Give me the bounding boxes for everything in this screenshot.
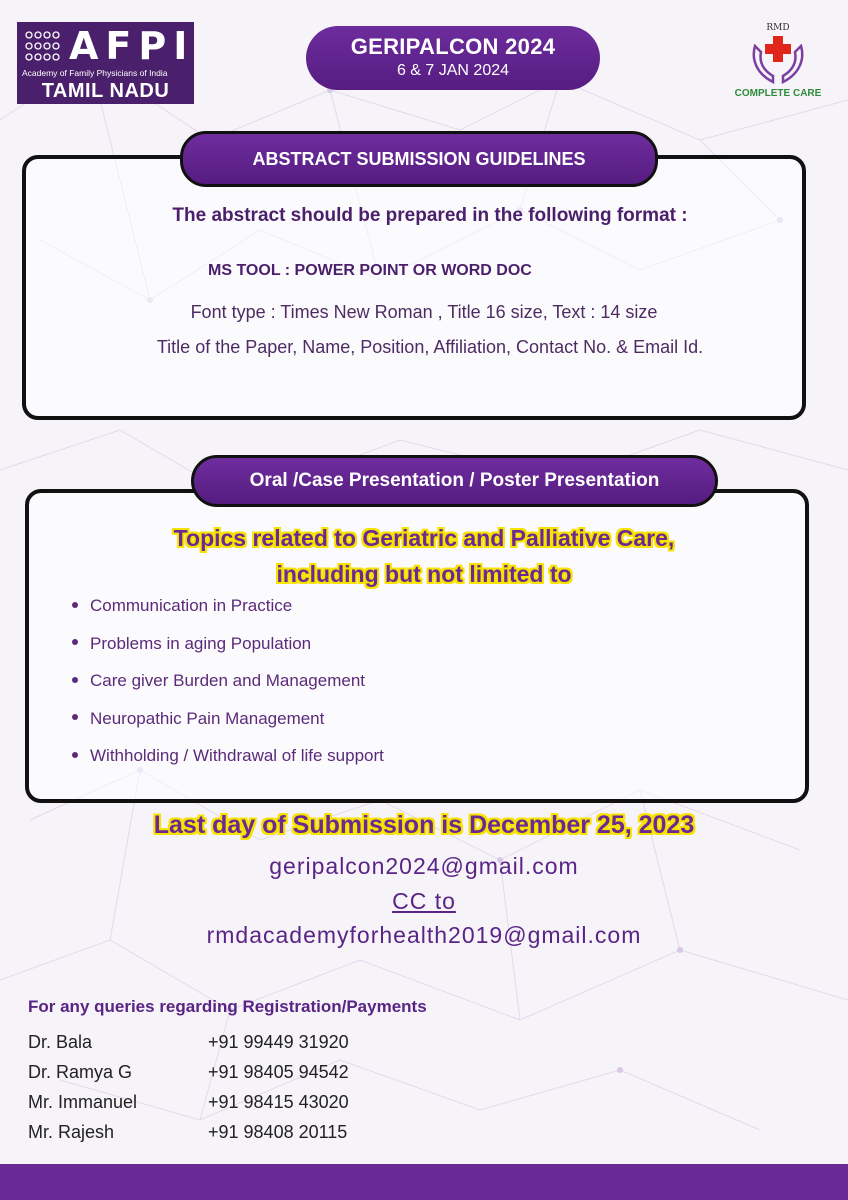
rmd-logo [725, 20, 831, 106]
submission-deadline: Last day of Submission is December 25, 2023 [153, 811, 695, 839]
topic-text: Care giver Burden and Management [90, 671, 365, 690]
abstract-intro: The abstract should be prepared in the following format : [172, 205, 688, 226]
submission-email[interactable]: geripalcon2024@gmail.com [269, 853, 579, 879]
queries-title: For any queries regarding Registration/Payments [28, 997, 427, 1016]
contact-name: Dr. Ramya G [28, 1062, 133, 1082]
required-fields: Title of the Paper, Name, Position, Affiliation, Contact No. & Email Id. [156, 337, 704, 357]
contact-phone[interactable]: +91 98405 94542 [208, 1062, 349, 1082]
cc-label: CC to [392, 888, 456, 914]
topics-heading-line2: including but not limited to [276, 561, 572, 587]
list-item [72, 740, 384, 778]
contact-name: Mr. Rajesh [28, 1122, 115, 1142]
list-item [72, 665, 384, 703]
rmd-label: RMD [766, 23, 790, 33]
topics-heading-line1: Topics related to Geriatric and Palliative Care, [173, 525, 675, 551]
event-dates: 6 & 7 JAN 2024 [396, 62, 510, 79]
bullet-icon [72, 714, 78, 720]
bullet-icon [72, 602, 78, 608]
afpi-logo [17, 22, 194, 104]
cross-hands-icon [743, 20, 813, 86]
list-item [72, 590, 384, 628]
topic-text: Withholding / Withdrawal of life support [90, 746, 384, 765]
bullet-icon [72, 752, 78, 758]
topic-list [72, 590, 384, 778]
topic-text: Communication in Practice [90, 596, 293, 615]
ms-tool-spec: MS TOOL : POWER POINT OR WORD DOC [208, 262, 532, 279]
contact-phone[interactable]: +91 99449 31920 [208, 1032, 349, 1052]
contact-name: Dr. Bala [28, 1032, 93, 1052]
bullet-icon [72, 677, 78, 683]
presentation-types-title: Oral /Case Presentation / Poster Presentation [191, 455, 718, 507]
contact-phone[interactable]: +91 98408 20115 [208, 1122, 348, 1142]
footer-bar [0, 1164, 848, 1200]
abstract-guidelines-box [22, 155, 806, 420]
topic-text: Neuropathic Pain Management [90, 708, 325, 728]
abstract-guidelines-title: ABSTRACT SUBMISSION GUIDELINES [180, 131, 658, 187]
topic-text: Problems in aging Population [90, 633, 312, 653]
event-name: GERIPALCON 2024 [350, 34, 556, 59]
event-badge [306, 26, 600, 90]
afpi-abbreviation: AFPI [69, 24, 195, 68]
cc-email[interactable]: rmdacademyforhealth2019@gmail.com [206, 922, 642, 948]
rmd-caption: COMPLETE CARE [734, 88, 822, 99]
contact-name: Mr. Immanuel [28, 1092, 138, 1112]
list-item [72, 703, 384, 741]
list-item [72, 628, 384, 666]
afpi-full-name: Academy of Family Physicians of India [22, 68, 168, 78]
afpi-state: TAMIL NADU [41, 80, 170, 102]
dot-grid-icon [24, 30, 64, 62]
bullet-icon [72, 639, 78, 645]
font-spec: Font type : Times New Roman , Title 16 size, Text : 14 size [190, 302, 658, 322]
contact-phone[interactable]: +91 98415 43020 [208, 1092, 349, 1112]
